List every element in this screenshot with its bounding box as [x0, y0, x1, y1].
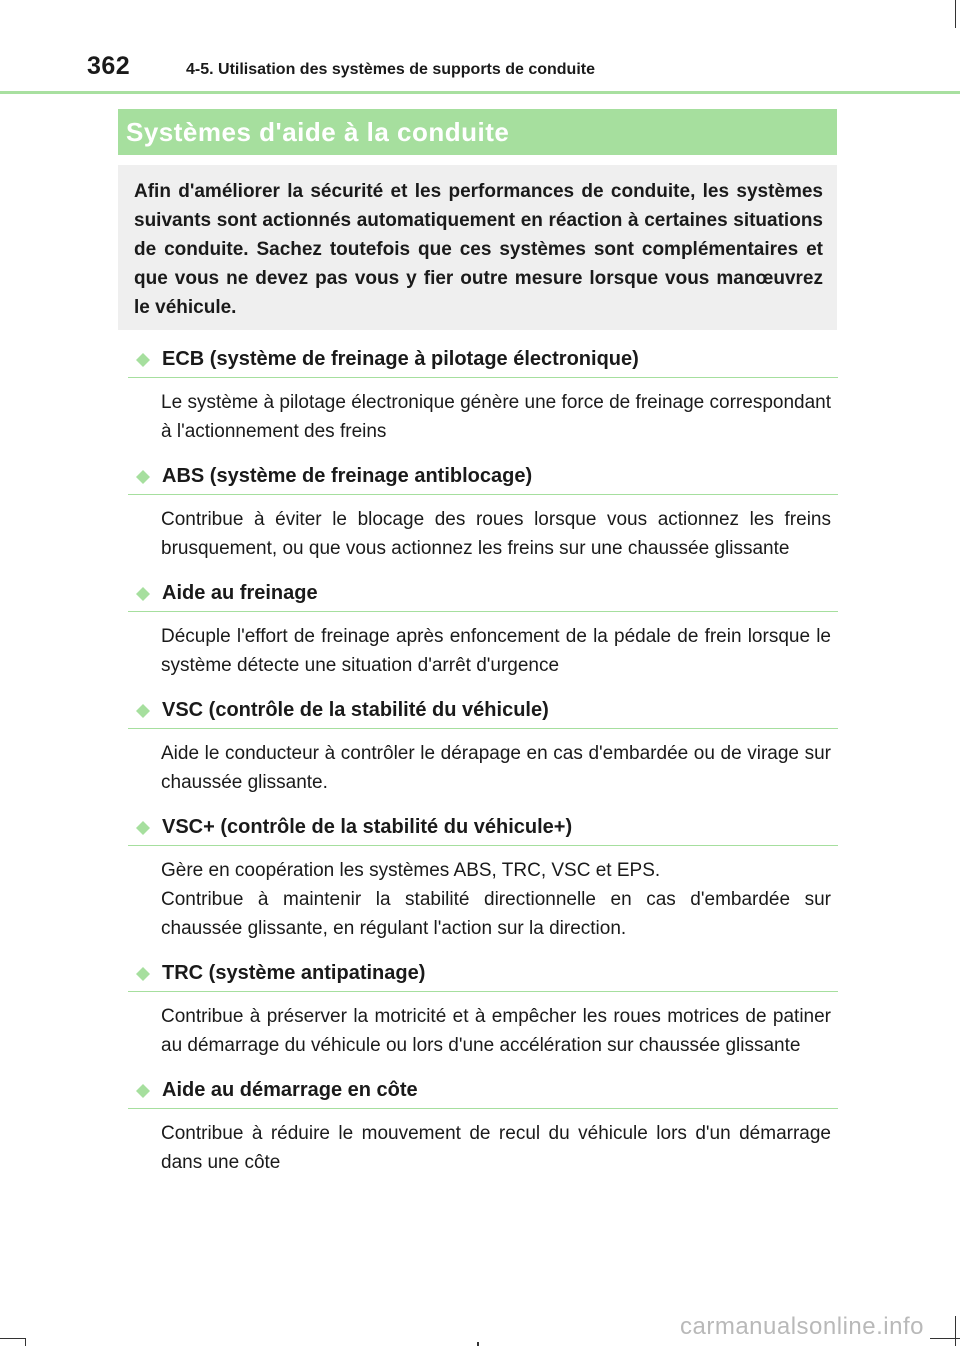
- item-paragraph: Contribue à réduire le mouvement de recul du véhicule lors d'un démarrage dans une côte: [161, 1123, 831, 1173]
- item-heading-text: ABS (système de freinage antiblocage): [162, 465, 533, 487]
- item-heading: [128, 956, 838, 992]
- diamond-icon: [136, 704, 150, 718]
- item-body: [161, 739, 831, 797]
- item-heading-text: Aide au démarrage en côte: [162, 1079, 418, 1101]
- item-heading-text: VSC+ (contrôle de la stabilité du véhicule+): [162, 816, 573, 838]
- chapter-title: 4-5. Utilisation des systèmes de supports de conduite: [186, 61, 595, 78]
- item-heading-text: VSC (contrôle de la stabilité du véhicule): [162, 699, 549, 721]
- diamond-icon: [136, 821, 150, 835]
- diamond-icon: [136, 1084, 150, 1098]
- item-paragraph: Contribue à éviter le blocage des roues lorsque vous actionnez les freins brusquement, ou que vous actionnez les freins sur une chaussée glissante: [161, 509, 831, 559]
- item-paragraph: Le système à pilotage électronique génère une force de freinage correspondant à l'actionnement des freins: [161, 392, 831, 442]
- item-paragraph: Aide le conducteur à contrôler le dérapage en cas d'embardée ou de virage sur chaussée glissante.: [161, 743, 831, 793]
- diamond-icon: [136, 967, 150, 981]
- item-heading: [128, 693, 838, 729]
- item-body: [161, 505, 831, 563]
- system-item: [128, 1073, 838, 1177]
- system-item: [128, 956, 838, 1060]
- system-item: [128, 693, 838, 797]
- section-title: Systèmes d'aide à la conduite: [118, 109, 837, 155]
- diamond-icon: [136, 587, 150, 601]
- crop-mark-bottom-left-v: [25, 1338, 26, 1346]
- item-body: [161, 1119, 831, 1177]
- crop-mark-bottom-left-h: [0, 1338, 26, 1339]
- intro-box: Afin d'améliorer la sécurité et les performances de conduite, les systèmes suivants sont actionnés automatiquement en réaction à certaines situations de conduite. Sachez toutefois que ces systèmes sont complémentaires et que vous ne devez pas vous y fier outre mesure lorsque vous manœuvrez le véhicule.: [118, 165, 837, 330]
- system-item: [128, 810, 838, 943]
- system-item: [128, 576, 838, 680]
- item-heading: [128, 1073, 838, 1109]
- item-paragraph: Contribue à maintenir la stabilité directionnelle en cas d'embardée sur chaussée glissante, en régulant l'action sur la direction.: [161, 889, 831, 939]
- crop-mark-top-right: [955, 0, 956, 28]
- item-paragraph: Décuple l'effort de freinage après enfoncement de la pédale de frein lorsque le système détecte une situation d'arrêt d'urgence: [161, 626, 831, 676]
- page-number: 362: [87, 52, 131, 80]
- item-paragraph: Contribue à préserver la motricité et à empêcher les roues motrices de patiner au démarrage du véhicule ou lors d'une accélération sur chaussée glissante: [161, 1006, 831, 1056]
- item-heading: [128, 576, 838, 612]
- crop-mark-bottom-center: [477, 1342, 479, 1346]
- diamond-icon: [136, 353, 150, 367]
- system-item: [128, 459, 838, 563]
- item-body: [161, 1002, 831, 1060]
- header-rule: [0, 91, 960, 94]
- item-heading: [128, 342, 838, 378]
- item-body: [161, 622, 831, 680]
- item-paragraph: Gère en coopération les systèmes ABS, TRC, VSC et EPS.: [161, 860, 661, 881]
- system-list: [128, 342, 838, 1190]
- item-body: [161, 388, 831, 446]
- diamond-icon: [136, 470, 150, 484]
- system-item: [128, 342, 838, 446]
- item-body: [161, 856, 831, 943]
- crop-mark-bottom-right-v: [955, 1316, 956, 1346]
- item-heading-text: ECB (système de freinage à pilotage électronique): [162, 348, 639, 370]
- item-heading-text: Aide au freinage: [162, 582, 318, 604]
- watermark: carmanualsonline.info: [680, 1313, 924, 1340]
- item-heading: [128, 810, 838, 846]
- item-heading-text: TRC (système antipatinage): [162, 962, 426, 984]
- item-heading: [128, 459, 838, 495]
